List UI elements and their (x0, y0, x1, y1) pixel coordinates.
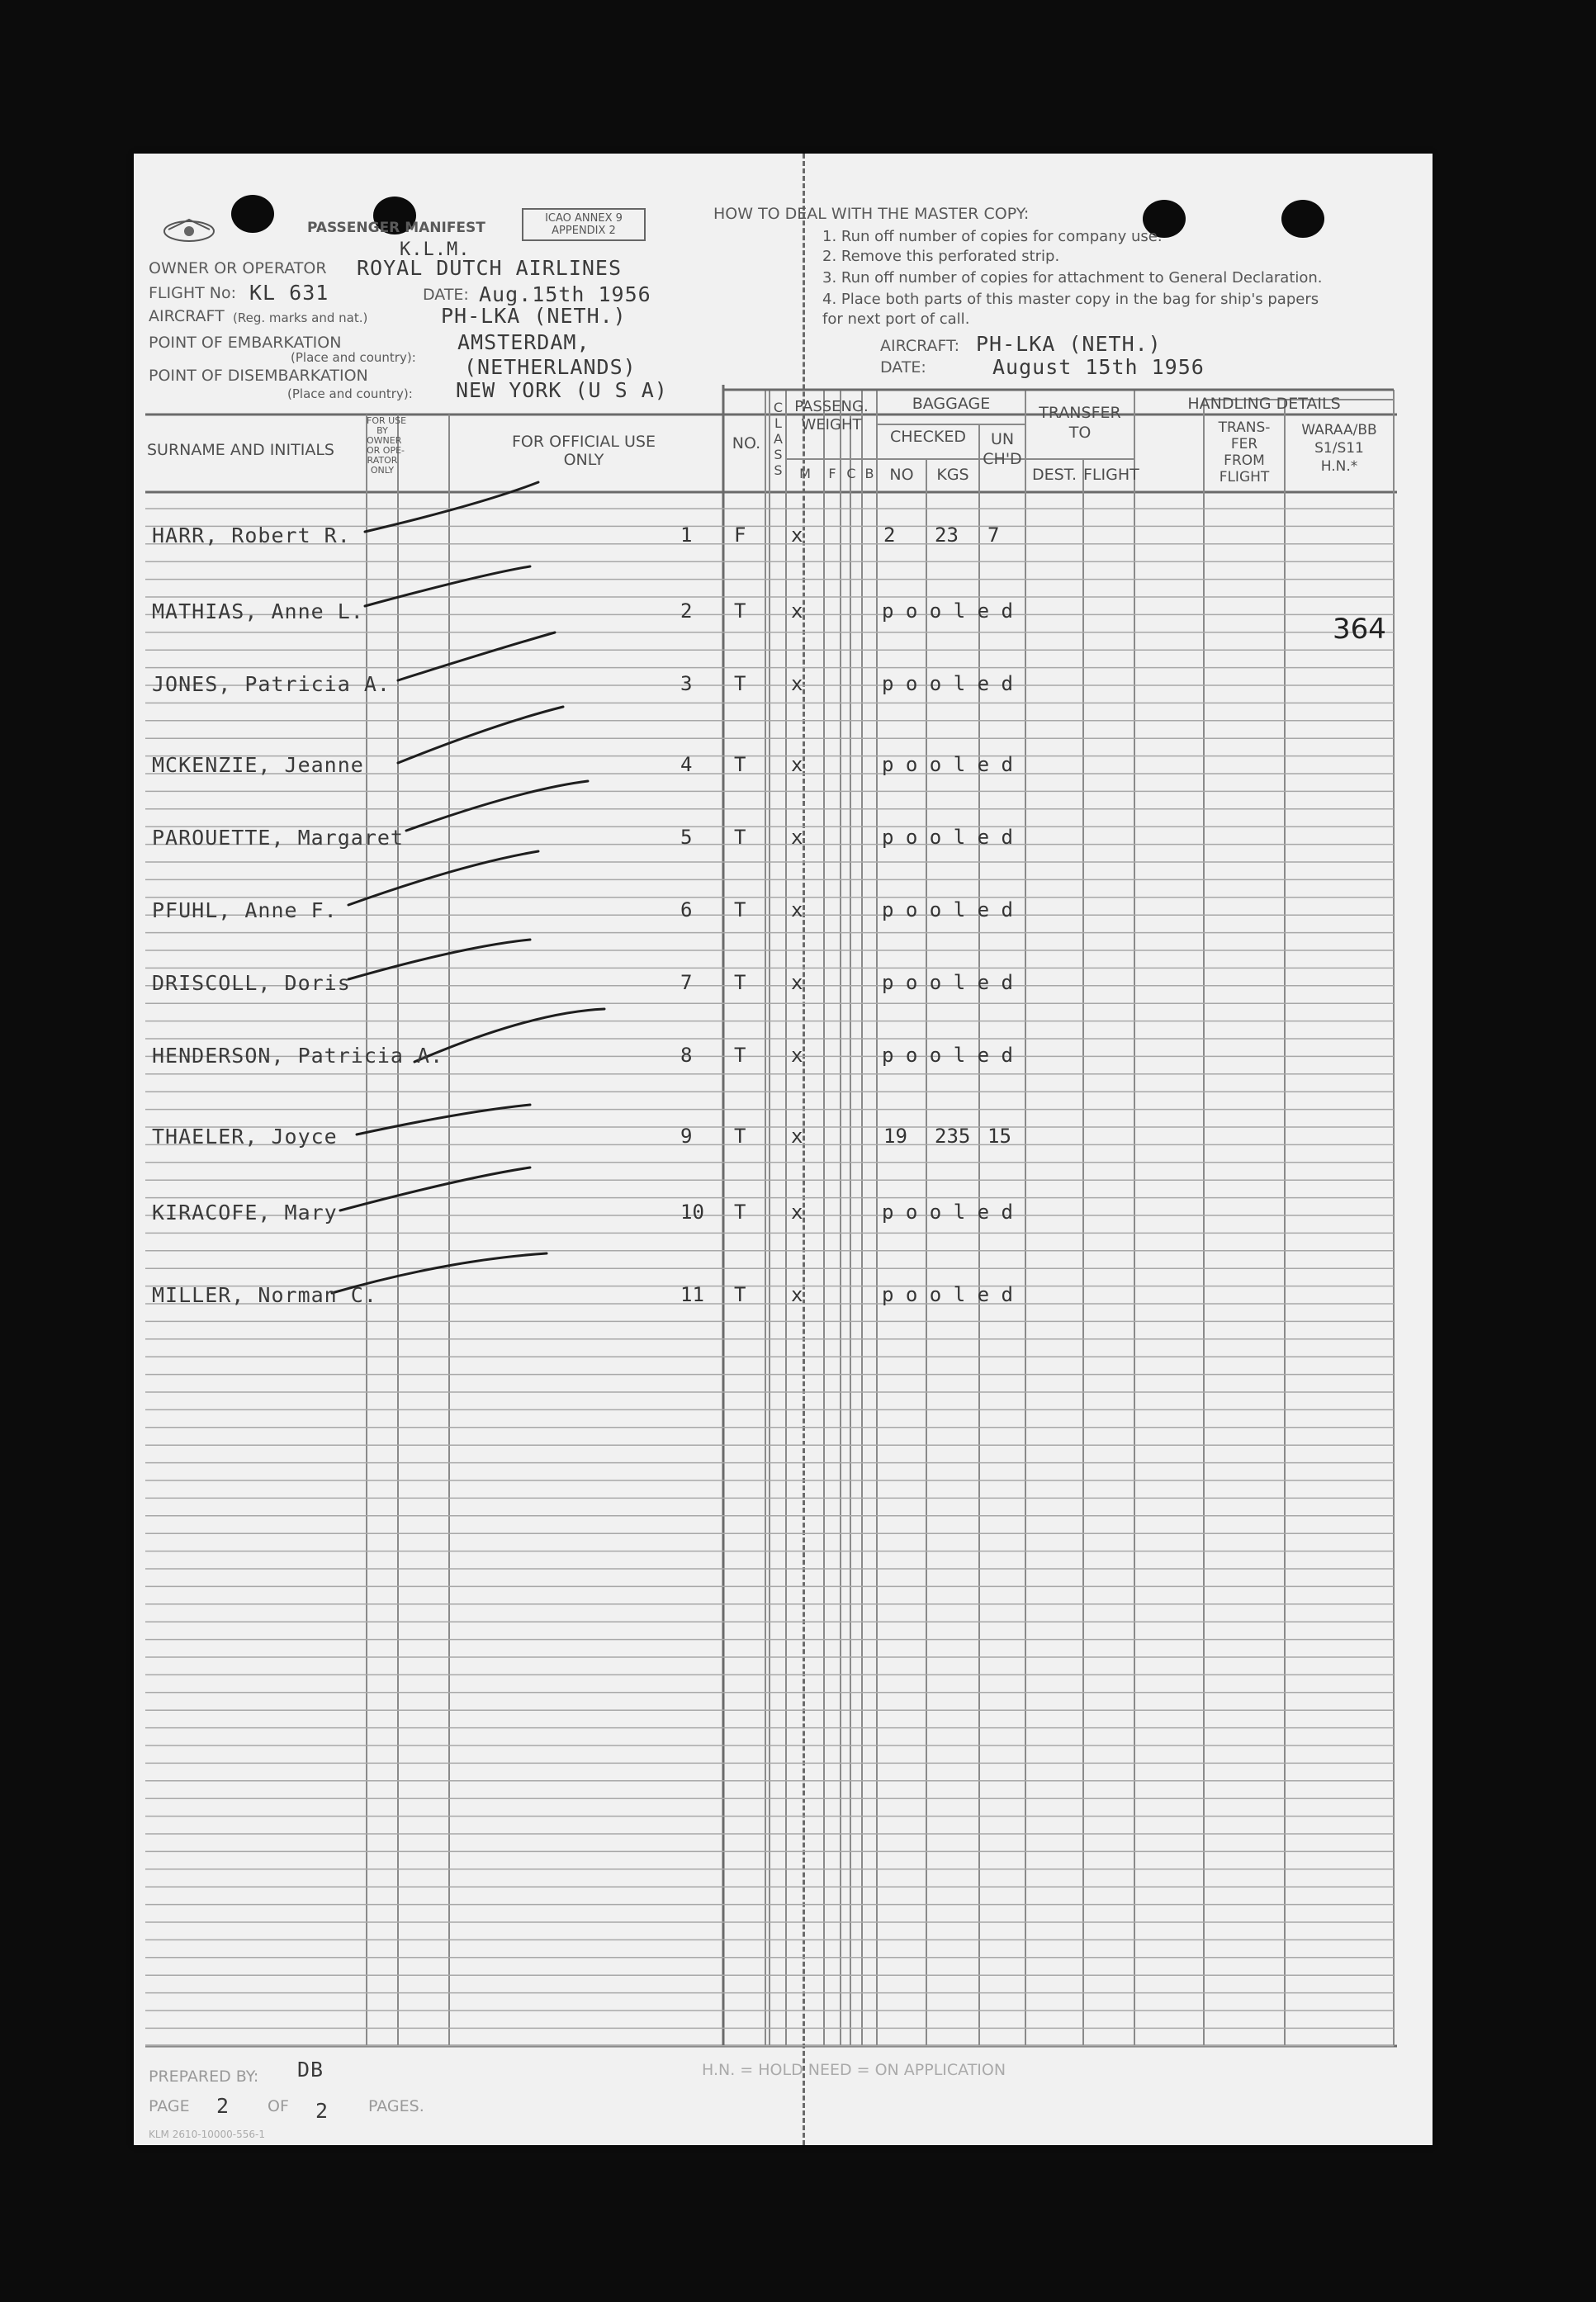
appendix: APPENDIX 2 (552, 225, 616, 237)
passenger-no: 11 (680, 1283, 704, 1306)
aircraft-sub: (Reg. marks and nat.) (233, 310, 368, 325)
passenger-no: 10 (680, 1201, 704, 1224)
embark-sub: (Place and country): (291, 350, 416, 365)
transfer-from-4: FLIGHT (1219, 469, 1270, 486)
baggage-status: p o o l e d (882, 599, 1013, 623)
waraa-3: H.N.* (1320, 458, 1358, 475)
date-label: DATE: (423, 286, 469, 304)
disembark-sub: (Place and country): (287, 386, 413, 401)
baggage-status: p o o l e d (882, 971, 1013, 994)
owner-use-2: BY (377, 425, 388, 436)
embark-label: POINT OF EMBARKATION (149, 334, 342, 352)
passenger-no: 7 (680, 971, 693, 994)
instruction-1: 1. Run off number of copies for company use. (822, 228, 1163, 245)
of-label: OF (268, 2097, 289, 2115)
passenger-name: DRISCOLL, Doris (152, 971, 351, 995)
passenger-weight: x (791, 1283, 803, 1306)
passenger-name: PFUHL, Anne F. (152, 898, 338, 922)
passenger-class: T (734, 599, 746, 623)
passenger-weight: x (791, 672, 803, 695)
passenger-name: HENDERSON, Patricia A. (152, 1044, 444, 1068)
instruction-2: 2. Remove this perforated strip. (822, 248, 1060, 265)
col-surname: SURNAME AND INITIALS (147, 441, 334, 459)
form-title: PASSENGER MANIFEST (307, 220, 485, 236)
baggage-status: p o o l e d (882, 1201, 1013, 1224)
col-passeng (786, 398, 877, 434)
baggage-status: p o o l e d (882, 826, 1013, 849)
col-c: C (846, 466, 856, 481)
col-baggage: BAGGAGE (912, 395, 991, 413)
manifest-sheet (134, 154, 1433, 2145)
unchd-2: CH'D (983, 450, 1022, 468)
icao-annex-box (522, 208, 646, 241)
transfer-1: TRANSFER (1039, 404, 1121, 422)
date-value: Aug.15th 1956 (479, 282, 651, 306)
passenger-name: THAELER, Joyce (152, 1125, 338, 1149)
passenger-weight: x (791, 971, 803, 994)
unchd-1: UN (990, 430, 1015, 448)
passenger-class: F (734, 523, 746, 547)
col-flight: FLIGHT (1083, 466, 1139, 484)
passenger-name: MCKENZIE, Jeanne (152, 753, 364, 777)
passenger-name: MILLER, Norman C. (152, 1283, 377, 1307)
col-kgs: KGS (936, 466, 969, 484)
baggage-count: 19 (883, 1125, 907, 1148)
passenger-no: 5 (680, 826, 693, 849)
col-transfer-from (1204, 419, 1285, 486)
passenger-class: T (734, 1283, 746, 1306)
prepared-value: DB (297, 2058, 324, 2082)
baggage-kgs: 23 (935, 523, 959, 547)
baggage-status: p o o l e d (882, 1044, 1013, 1067)
passenger-no: 8 (680, 1044, 693, 1067)
instr-aircraft-value: PH-LKA (NETH.) (976, 332, 1162, 356)
embark-value-2: (NETHERLANDS) (464, 355, 637, 379)
passenger-weight: x (791, 826, 803, 849)
owner-use-6: ONLY (370, 465, 395, 476)
col-checked: CHECKED (890, 428, 966, 446)
col-m: M (799, 466, 811, 481)
baggage-status: p o o l e d (882, 1283, 1013, 1306)
owner-use-4: OR OPE- (367, 445, 405, 456)
aircraft-label: AIRCRAFT (149, 307, 225, 325)
flight-label: FLIGHT No: (149, 284, 237, 302)
col-f: F (828, 466, 836, 481)
owner-use-3: OWNER (367, 435, 402, 446)
official-use-1: FOR OFFICIAL USE (511, 433, 656, 451)
waraa-2: S1/S11 (1314, 440, 1364, 457)
instruction-4: 4. Place both parts of this master copy in the bag for ship's papers (822, 291, 1319, 308)
passenger-no: 2 (680, 599, 693, 623)
col-handling: HANDLING DETAILS (1187, 395, 1341, 413)
icao-annex: ICAO ANNEX 9 (545, 212, 623, 225)
passeng-2: WEIGHT (801, 416, 862, 433)
hold-need-legend: H.N. = HOLD NEED = ON APPLICATION (702, 2061, 1006, 2079)
prepared-label: PREPARED BY: (149, 2068, 259, 2086)
col-dest: DEST. (1031, 466, 1077, 484)
baggage-kgs: 235 (935, 1125, 971, 1148)
owner-label: OWNER OR OPERATOR (149, 259, 327, 277)
aircraft-value: PH-LKA (NETH.) (441, 304, 627, 328)
passenger-class: T (734, 1044, 746, 1067)
waraa-1: WARAA/BB (1301, 422, 1377, 438)
transfer-2: TO (1068, 424, 1092, 442)
transfer-from-3: FROM (1224, 452, 1265, 469)
passenger-class: T (734, 753, 746, 776)
col-transfer (1025, 403, 1134, 443)
passenger-no: 3 (680, 672, 693, 695)
baggage-unchecked: 15 (987, 1125, 1011, 1148)
of-value: 2 (315, 2099, 329, 2123)
pages-label: PAGES. (368, 2097, 424, 2115)
instr-aircraft-label: AIRCRAFT: (880, 337, 960, 355)
passenger-class: T (734, 1125, 746, 1148)
airline-code: K.L.M. (400, 239, 471, 260)
page-label: PAGE (149, 2097, 190, 2115)
col-class: CLASS (770, 400, 786, 478)
passenger-no: 4 (680, 753, 693, 776)
passenger-weight: x (791, 1044, 803, 1067)
passenger-no: 9 (680, 1125, 693, 1148)
col-owner-use (367, 415, 407, 476)
instr-date-value: August 15th 1956 (992, 355, 1205, 379)
passenger-name: MATHIAS, Anne L. (152, 599, 364, 623)
owner-value: ROYAL DUTCH AIRLINES (357, 256, 623, 280)
instructions-title: HOW TO DEAL WITH THE MASTER COPY: (713, 205, 1030, 223)
baggage-status: p o o l e d (882, 898, 1013, 921)
transfer-from-1: TRANS- (1218, 419, 1271, 436)
passenger-class: T (734, 1201, 746, 1224)
passenger-name: HARR, Robert R. (152, 523, 351, 547)
owner-use-1: FOR USE (367, 415, 407, 426)
passenger-weight: x (791, 599, 803, 623)
passenger-class: T (734, 898, 746, 921)
passeng-1: PASSENG. (794, 398, 869, 415)
col-waraa (1285, 421, 1394, 476)
passenger-weight: x (791, 1201, 803, 1224)
klm-logo (160, 213, 218, 249)
baggage-count: 2 (883, 523, 896, 547)
passenger-weight: x (791, 1125, 803, 1148)
passenger-name: PAROUETTE, Margaret (152, 826, 404, 850)
transfer-from-2: FER (1230, 436, 1258, 452)
disembark-value: NEW YORK (U S A) (456, 378, 668, 402)
baggage-unchecked: 7 (987, 523, 1000, 547)
embark-value-1: AMSTERDAM, (457, 330, 590, 354)
col-no: NO. (732, 434, 761, 452)
flight-value: KL 631 (249, 281, 329, 305)
instruction-3: 3. Run off number of copies for attachment to General Declaration. (822, 269, 1323, 287)
disembark-label: POINT OF DISEMBARKATION (149, 367, 368, 385)
col-bag-no: NO (889, 466, 914, 484)
baggage-status: p o o l e d (882, 753, 1013, 776)
instruction-4b: for next port of call. (822, 310, 970, 328)
baggage-status: p o o l e d (882, 672, 1013, 695)
handwritten-number: 364 (1333, 613, 1386, 646)
passenger-class: T (734, 672, 746, 695)
passenger-weight: x (791, 523, 803, 547)
passenger-class: T (734, 826, 746, 849)
passenger-no: 6 (680, 898, 693, 921)
passenger-weight: x (791, 753, 803, 776)
col-b: B (864, 466, 874, 481)
passenger-name: KIRACOFE, Mary (152, 1201, 338, 1224)
passenger-weight: x (791, 898, 803, 921)
passenger-no: 1 (680, 523, 693, 547)
form-code: KLM 2610-10000-556-1 (149, 2129, 265, 2140)
official-use-2: ONLY (563, 451, 604, 469)
col-official-use (449, 433, 718, 469)
col-unchd (979, 429, 1025, 469)
instr-date-label: DATE: (880, 358, 926, 377)
owner-use-5: RATOR (367, 455, 398, 466)
passenger-name: JONES, Patricia A. (152, 672, 391, 696)
page-value: 2 (216, 2094, 230, 2118)
passenger-class: T (734, 971, 746, 994)
